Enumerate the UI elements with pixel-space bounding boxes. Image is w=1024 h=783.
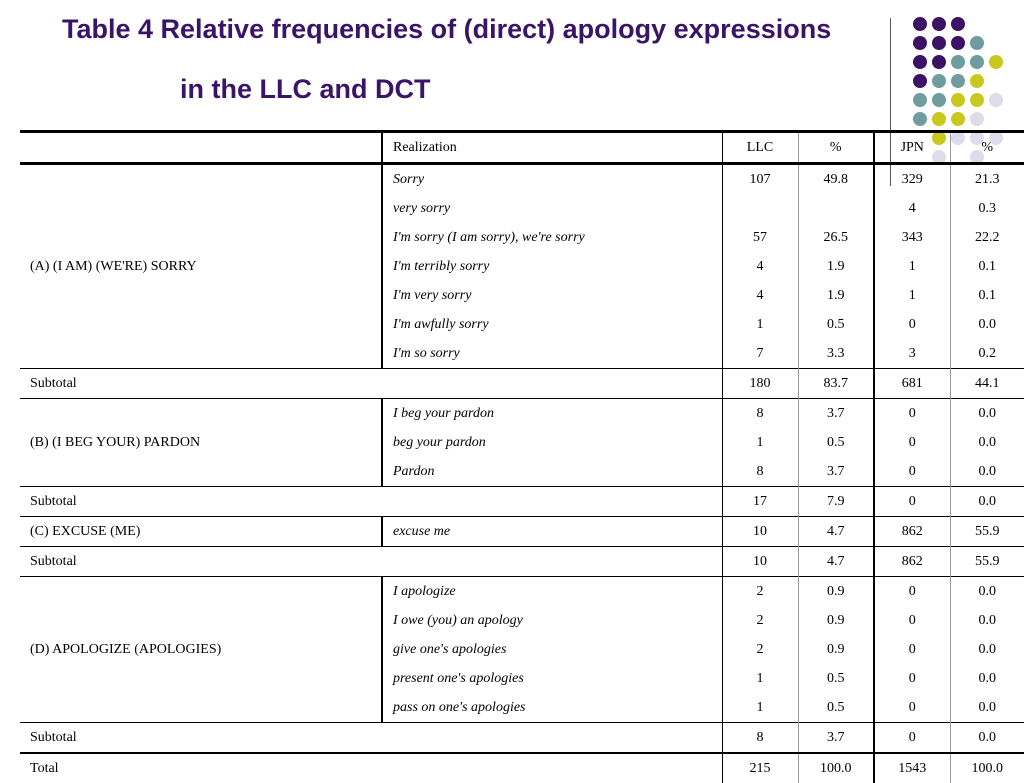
- jpn-count: 0: [874, 457, 950, 487]
- jpn-percent: 0.1: [950, 252, 1024, 281]
- subtotal-llc-count: 180: [722, 369, 798, 399]
- llc-count: 4: [722, 281, 798, 310]
- category-label: (D) APOLOGIZE (APOLOGIES): [20, 577, 382, 723]
- llc-percent: 1.9: [798, 281, 874, 310]
- decorative-dot: [913, 55, 927, 69]
- llc-count: 2: [722, 606, 798, 635]
- jpn-count: 0: [874, 399, 950, 429]
- llc-count: 57: [722, 223, 798, 252]
- jpn-count: 0: [874, 606, 950, 635]
- decorative-dot: [951, 112, 965, 126]
- realization-cell: I owe (you) an apology: [382, 606, 722, 635]
- subtotal-row: [20, 723, 1024, 754]
- total-jpn-percent: 100.0: [950, 753, 1024, 783]
- jpn-count: 0: [874, 577, 950, 607]
- subtotal-jpn-percent: 55.9: [950, 547, 1024, 577]
- decorative-dot: [951, 74, 965, 88]
- llc-percent: 0.9: [798, 635, 874, 664]
- jpn-percent: 21.3: [950, 164, 1024, 195]
- subtotal-jpn-count: 681: [874, 369, 950, 399]
- jpn-count: 0: [874, 635, 950, 664]
- subtotal-jpn-percent: 0.0: [950, 723, 1024, 754]
- jpn-count: 343: [874, 223, 950, 252]
- subtotal-llc-percent: 83.7: [798, 369, 874, 399]
- llc-count: 1: [722, 664, 798, 693]
- llc-percent: 0.5: [798, 664, 874, 693]
- realization-cell: pass on one's apologies: [382, 693, 722, 723]
- subtotal-llc-percent: 7.9: [798, 487, 874, 517]
- jpn-percent: 55.9: [950, 517, 1024, 547]
- subtotal-jpn-percent: 0.0: [950, 487, 1024, 517]
- decorative-dot: [913, 112, 927, 126]
- decorative-dot: [970, 112, 984, 126]
- subtotal-label: Subtotal: [20, 547, 722, 577]
- llc-count: 7: [722, 339, 798, 369]
- llc-percent: 0.5: [798, 310, 874, 339]
- subtotal-llc-count: 10: [722, 547, 798, 577]
- jpn-percent: 0.0: [950, 310, 1024, 339]
- total-llc-percent: 100.0: [798, 753, 874, 783]
- decorative-dot: [932, 74, 946, 88]
- slide-title-line-1: Table 4 Relative frequencies of (direct) apology expressions: [62, 14, 831, 45]
- header-jpn: JPN: [874, 132, 950, 164]
- llc-count: 107: [722, 164, 798, 195]
- jpn-count: 3: [874, 339, 950, 369]
- llc-count: [722, 194, 798, 223]
- decorative-dot: [932, 55, 946, 69]
- category-label: (B) (I BEG YOUR) PARDON: [20, 399, 382, 487]
- jpn-percent: 0.0: [950, 606, 1024, 635]
- table-row: [20, 517, 1024, 547]
- decorative-dot: [951, 55, 965, 69]
- jpn-count: 329: [874, 164, 950, 195]
- jpn-count: 1: [874, 252, 950, 281]
- realization-cell: I'm awfully sorry: [382, 310, 722, 339]
- realization-cell: Sorry: [382, 164, 722, 195]
- realization-cell: very sorry: [382, 194, 722, 223]
- table-row: [20, 164, 1024, 195]
- apology-frequency-table: [20, 130, 1024, 783]
- subtotal-label: Subtotal: [20, 369, 722, 399]
- subtotal-llc-count: 8: [722, 723, 798, 754]
- subtotal-jpn-count: 862: [874, 547, 950, 577]
- jpn-percent: 0.2: [950, 339, 1024, 369]
- subtotal-jpn-count: 0: [874, 723, 950, 754]
- subtotal-llc-percent: 4.7: [798, 547, 874, 577]
- decorative-dot: [970, 55, 984, 69]
- llc-percent: 26.5: [798, 223, 874, 252]
- decorative-dot: [989, 55, 1003, 69]
- header-llc-percent: %: [798, 132, 874, 164]
- llc-count: 1: [722, 428, 798, 457]
- llc-count: 8: [722, 399, 798, 429]
- decorative-dot: [970, 93, 984, 107]
- header-category: [20, 132, 382, 164]
- llc-percent: 49.8: [798, 164, 874, 195]
- llc-percent: 0.5: [798, 428, 874, 457]
- llc-percent: 4.7: [798, 517, 874, 547]
- realization-cell: present one's apologies: [382, 664, 722, 693]
- llc-percent: 0.9: [798, 606, 874, 635]
- subtotal-row: [20, 487, 1024, 517]
- jpn-count: 0: [874, 664, 950, 693]
- decorative-dot: [913, 36, 927, 50]
- decorative-dot: [970, 74, 984, 88]
- realization-cell: beg your pardon: [382, 428, 722, 457]
- llc-count: 4: [722, 252, 798, 281]
- jpn-count: 0: [874, 310, 950, 339]
- realization-cell: I'm sorry (I am sorry), we're sorry: [382, 223, 722, 252]
- header-jpn-percent: %: [950, 132, 1024, 164]
- total-row: [20, 753, 1024, 783]
- jpn-percent: 0.0: [950, 399, 1024, 429]
- llc-percent: 3.3: [798, 339, 874, 369]
- realization-cell: I'm very sorry: [382, 281, 722, 310]
- llc-count: 1: [722, 310, 798, 339]
- llc-count: 2: [722, 635, 798, 664]
- table-body: [20, 164, 1024, 783]
- header-realization: Realization: [382, 132, 722, 164]
- jpn-percent: 0.0: [950, 664, 1024, 693]
- total-llc-count: 215: [722, 753, 798, 783]
- decorative-dot: [913, 93, 927, 107]
- realization-cell: I'm terribly sorry: [382, 252, 722, 281]
- llc-percent: [798, 194, 874, 223]
- llc-percent: 3.7: [798, 399, 874, 429]
- decorative-dot: [951, 93, 965, 107]
- decorative-dot: [932, 36, 946, 50]
- decorative-dot: [932, 93, 946, 107]
- llc-count: 1: [722, 693, 798, 723]
- subtotal-label: Subtotal: [20, 487, 722, 517]
- realization-cell: I apologize: [382, 577, 722, 607]
- realization-cell: I beg your pardon: [382, 399, 722, 429]
- table-row: [20, 399, 1024, 429]
- category-label: (C) EXCUSE (ME): [20, 517, 382, 547]
- llc-percent: 0.5: [798, 693, 874, 723]
- subtotal-llc-count: 17: [722, 487, 798, 517]
- category-label: (A) (I AM) (WE'RE) SORRY: [20, 164, 382, 369]
- jpn-percent: 0.3: [950, 194, 1024, 223]
- subtotal-jpn-percent: 44.1: [950, 369, 1024, 399]
- jpn-percent: 0.1: [950, 281, 1024, 310]
- jpn-percent: 0.0: [950, 635, 1024, 664]
- subtotal-label: Subtotal: [20, 723, 722, 754]
- decorative-dot: [913, 17, 927, 31]
- jpn-count: 862: [874, 517, 950, 547]
- total-label: Total: [20, 753, 722, 783]
- llc-count: 2: [722, 577, 798, 607]
- realization-cell: Pardon: [382, 457, 722, 487]
- jpn-count: 0: [874, 693, 950, 723]
- decorative-dot: [951, 36, 965, 50]
- llc-count: 10: [722, 517, 798, 547]
- subtotal-row: [20, 369, 1024, 399]
- realization-cell: excuse me: [382, 517, 722, 547]
- subtotal-llc-percent: 3.7: [798, 723, 874, 754]
- jpn-percent: 0.0: [950, 577, 1024, 607]
- table-row: [20, 577, 1024, 607]
- slide-title-line-2: in the LLC and DCT: [180, 74, 430, 105]
- subtotal-jpn-count: 0: [874, 487, 950, 517]
- jpn-percent: 0.0: [950, 457, 1024, 487]
- jpn-percent: 22.2: [950, 223, 1024, 252]
- llc-percent: 0.9: [798, 577, 874, 607]
- jpn-percent: 0.0: [950, 693, 1024, 723]
- decorative-dot: [989, 93, 1003, 107]
- llc-percent: 3.7: [798, 457, 874, 487]
- llc-count: 8: [722, 457, 798, 487]
- jpn-count: 1: [874, 281, 950, 310]
- decorative-dot: [932, 112, 946, 126]
- decorative-dot: [951, 17, 965, 31]
- decorative-dot: [970, 36, 984, 50]
- jpn-count: 4: [874, 194, 950, 223]
- realization-cell: I'm so sorry: [382, 339, 722, 369]
- header-llc: LLC: [722, 132, 798, 164]
- table-header-row: [20, 132, 1024, 164]
- realization-cell: give one's apologies: [382, 635, 722, 664]
- total-jpn-count: 1543: [874, 753, 950, 783]
- jpn-percent: 0.0: [950, 428, 1024, 457]
- jpn-count: 0: [874, 428, 950, 457]
- subtotal-row: [20, 547, 1024, 577]
- llc-percent: 1.9: [798, 252, 874, 281]
- decorative-dot: [913, 74, 927, 88]
- decorative-dot: [932, 17, 946, 31]
